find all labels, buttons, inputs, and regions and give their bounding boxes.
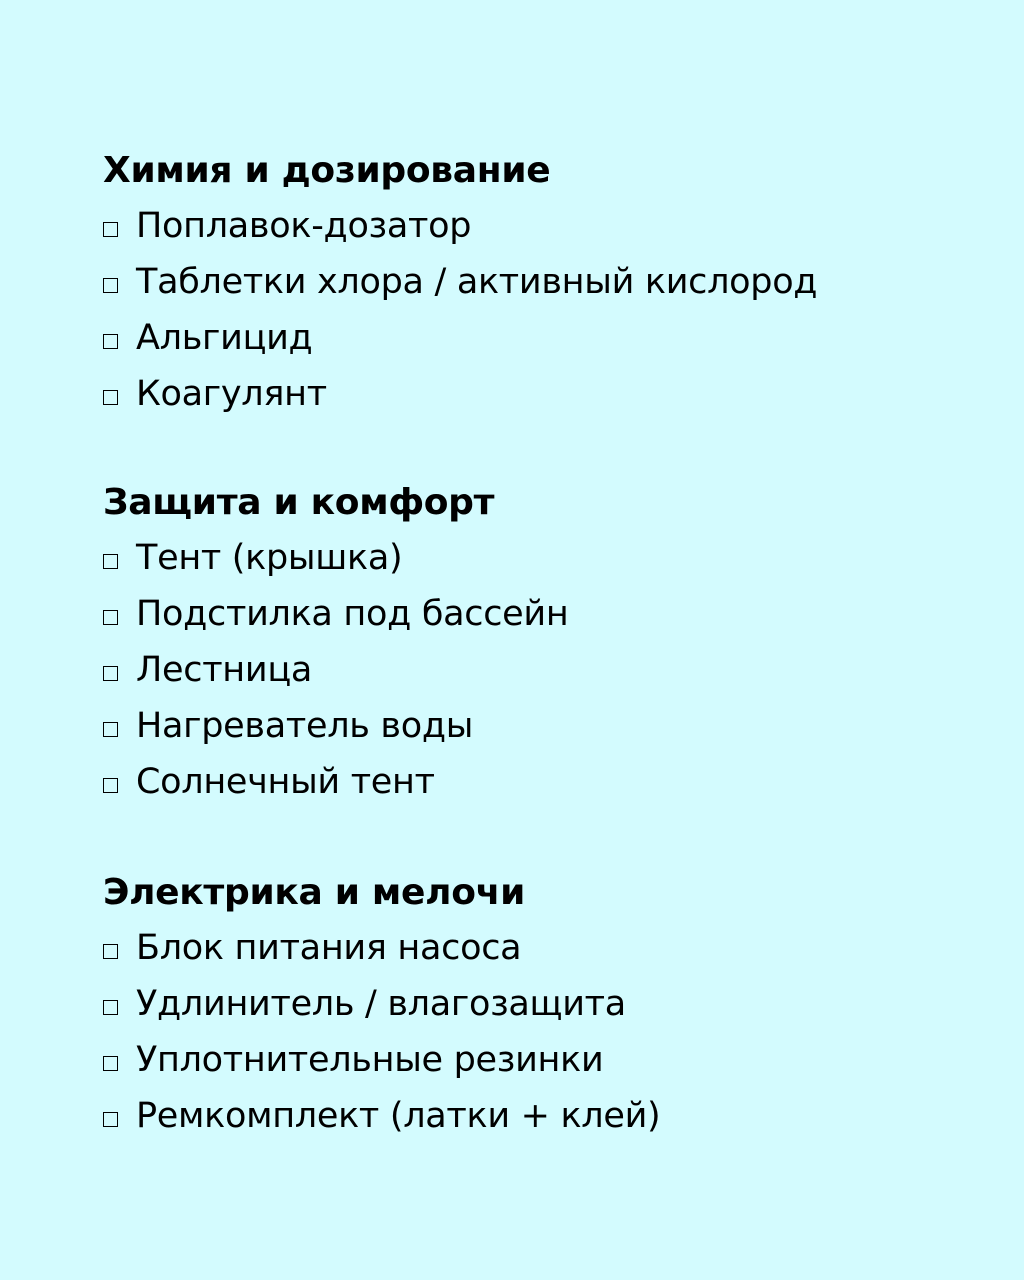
checkbox-icon[interactable]: [103, 610, 118, 625]
checkbox-icon[interactable]: [103, 1000, 118, 1015]
checklist-item[interactable]: [103, 366, 983, 422]
item-label: Коагулянт: [136, 374, 327, 414]
checklist-item[interactable]: [103, 698, 983, 754]
section-title: Химия и дозирование: [103, 150, 551, 191]
item-label: Уплотнительные резинки: [136, 1040, 604, 1080]
checkbox-icon[interactable]: [103, 390, 118, 405]
checkbox-icon[interactable]: [103, 1112, 118, 1127]
checkbox-icon[interactable]: [103, 778, 118, 793]
section-chemistry: [103, 144, 983, 422]
checkbox-icon[interactable]: [103, 554, 118, 569]
checkbox-icon[interactable]: [103, 1056, 118, 1071]
checklist-item[interactable]: [103, 1032, 983, 1088]
item-label: Таблетки хлора / активный кислород: [136, 262, 818, 302]
item-label: Альгицид: [136, 318, 313, 358]
section-title: Электрика и мелочи: [103, 872, 525, 913]
item-label: Тент (крышка): [136, 538, 403, 578]
item-label: Солнечный тент: [136, 762, 435, 802]
item-label: Подстилка под бассейн: [136, 594, 569, 634]
section-electrics: [103, 866, 983, 1144]
section-title: Защита и комфорт: [103, 482, 495, 523]
checkbox-icon[interactable]: [103, 722, 118, 737]
checklist-item[interactable]: [103, 642, 983, 698]
checkbox-icon[interactable]: [103, 666, 118, 681]
item-label: Поплавок-дозатор: [136, 206, 472, 246]
checkbox-icon[interactable]: [103, 944, 118, 959]
checkbox-icon[interactable]: [103, 334, 118, 349]
item-label: Удлинитель / влагозащита: [136, 984, 626, 1024]
item-label: Лестница: [136, 650, 312, 690]
item-label: Нагреватель воды: [136, 706, 474, 746]
checkbox-icon[interactable]: [103, 278, 118, 293]
checklist-item[interactable]: [103, 920, 983, 976]
item-label: Ремкомплект (латки + клей): [136, 1096, 661, 1136]
item-label: Блок питания насоса: [136, 928, 522, 968]
checklist-item[interactable]: [103, 310, 983, 366]
checklist-item[interactable]: [103, 254, 983, 310]
checklist-item[interactable]: [103, 976, 983, 1032]
section-protection: [103, 476, 983, 810]
checklist-item[interactable]: [103, 586, 983, 642]
checklist-item[interactable]: [103, 1088, 983, 1144]
checklist-item[interactable]: [103, 754, 983, 810]
checkbox-icon[interactable]: [103, 222, 118, 237]
checklist-item[interactable]: [103, 530, 983, 586]
checklist-item[interactable]: [103, 198, 983, 254]
